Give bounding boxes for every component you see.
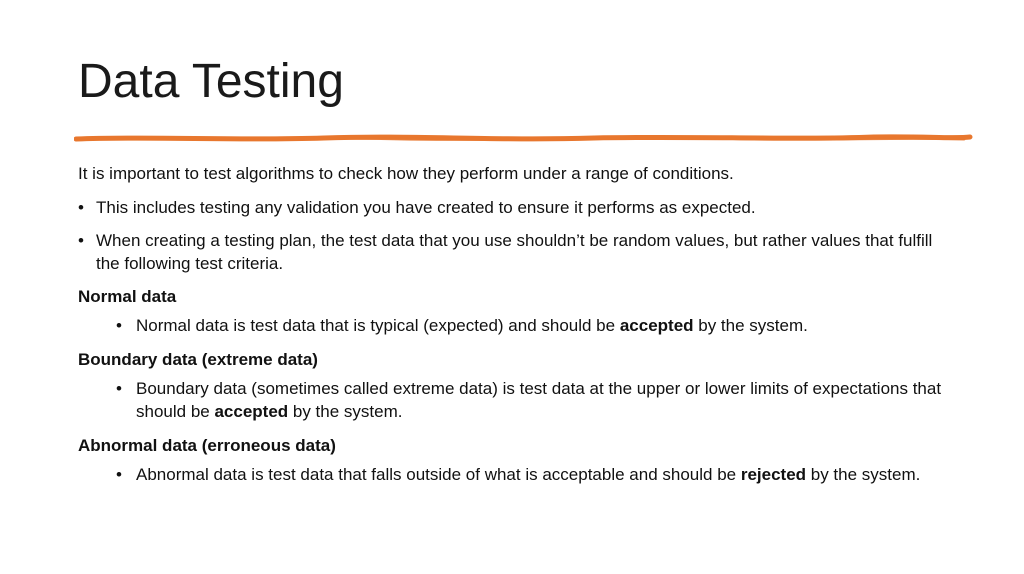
text-segment: by the system. bbox=[806, 465, 921, 484]
text-segment: Normal data is test data that is typical (expected) and should be bbox=[136, 316, 620, 335]
text-segment: Abnormal data is test data that falls outside of what is acceptable and should be bbox=[136, 465, 741, 484]
bullet-glyph: • bbox=[78, 231, 84, 250]
emphasis-text: accepted bbox=[619, 316, 694, 335]
bullet-text: This includes testing any validation you have created to ensure it performs as expected. bbox=[96, 198, 756, 217]
intro-text: It is important to test algorithms to check how they perform under a range of conditions. bbox=[78, 164, 734, 183]
text-segment: by the system. bbox=[288, 402, 403, 421]
bullet-text: When creating a testing plan, the test data that you use shouldn’t be random values, but rather values that fulfill the following test criteria. bbox=[96, 231, 933, 273]
slide-body bbox=[78, 162, 958, 497]
section-heading-abnormal: Abnormal data (erroneous data) bbox=[78, 436, 336, 455]
section-heading-normal: Normal data bbox=[78, 287, 177, 306]
sub-bullet-text bbox=[136, 314, 958, 337]
text-segment: by the system. bbox=[693, 316, 808, 335]
sub-bullet-abnormal bbox=[116, 463, 958, 486]
sub-bullet-boundary bbox=[116, 377, 958, 423]
section-heading-boundary: Boundary data (extreme data) bbox=[78, 350, 318, 369]
bullet-glyph: • bbox=[116, 465, 122, 484]
bullet-item bbox=[78, 196, 958, 219]
text-segment: Boundary data (sometimes called extreme data) is test data at the upper or lower limits of expectations that should be bbox=[136, 379, 942, 421]
emphasis-text: accepted bbox=[214, 402, 289, 421]
bullet-item bbox=[78, 229, 958, 275]
sub-bullet-normal bbox=[116, 314, 958, 337]
sub-bullet-text bbox=[136, 377, 958, 423]
bullet-glyph: • bbox=[116, 379, 122, 398]
emphasis-text: rejected bbox=[740, 465, 807, 484]
bullet-glyph: • bbox=[116, 316, 122, 335]
sub-bullet-text bbox=[136, 463, 958, 486]
slide-title: Data Testing bbox=[78, 55, 344, 108]
title-underline bbox=[74, 128, 974, 148]
bullet-glyph: • bbox=[78, 198, 84, 217]
